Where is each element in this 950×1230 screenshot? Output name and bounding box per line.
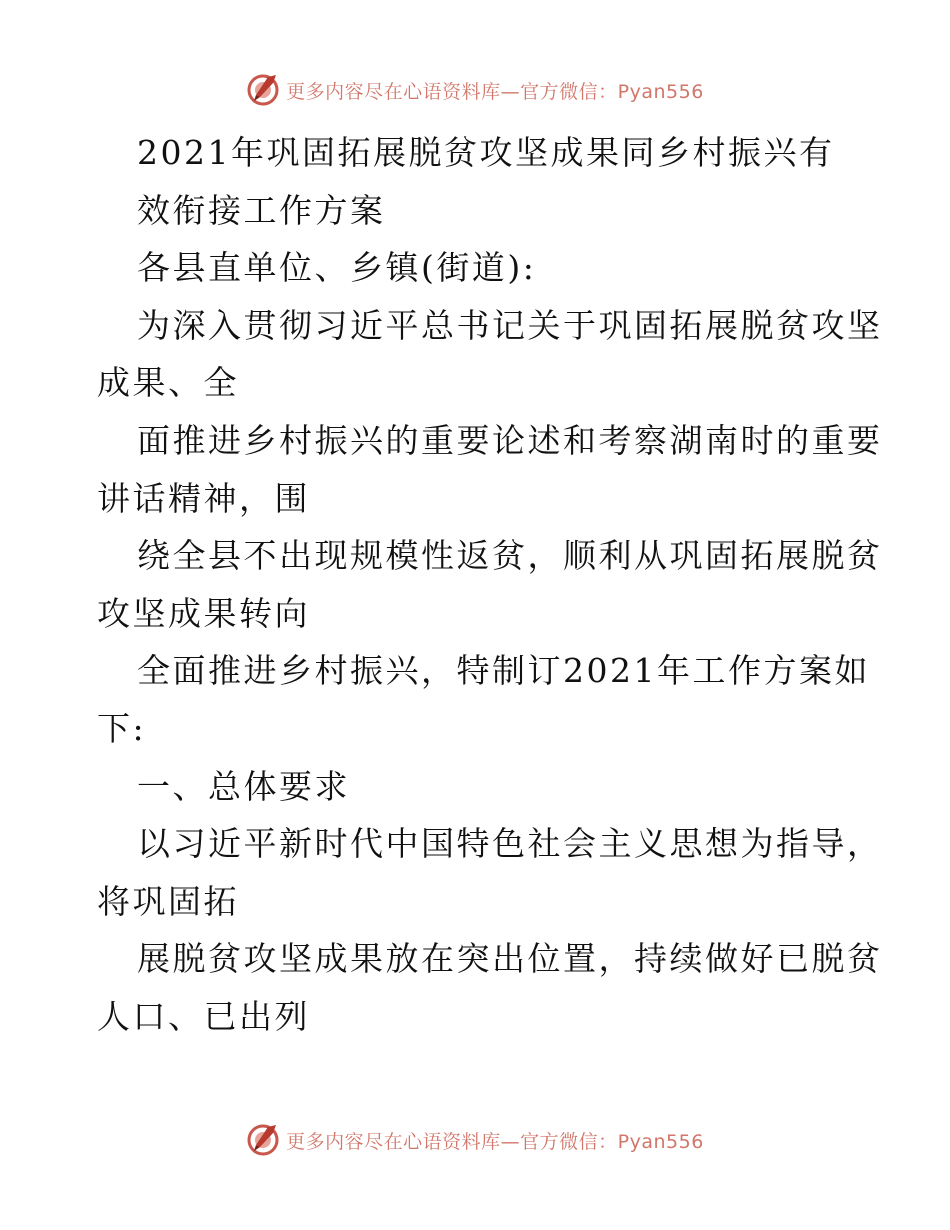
doc-paragraph-line: 人口、已出列 (97, 996, 310, 1036)
document-body (97, 124, 883, 1046)
watermark-header (0, 70, 950, 110)
doc-title-line-1: 2021年巩固拓展脱贫攻坚成果同乡村振兴有 (137, 133, 835, 172)
doc-paragraph-line: 攻坚成果转向 (97, 593, 310, 633)
doc-paragraph-line: 以习近平新时代中国特色社会主义思想为指导， (137, 824, 883, 864)
pen-nib-logo-icon (246, 1123, 280, 1157)
doc-paragraph-line: 展脱贫攻坚成果放在突出位置，持续做好已脱贫 (137, 939, 883, 979)
doc-paragraph-line: 将巩固拓 (97, 881, 239, 921)
watermark-footer (0, 1120, 950, 1160)
doc-salutation: 各县直单位、乡镇(街道): (137, 248, 537, 288)
doc-paragraph-line: 面推进乡村振兴的重要论述和考察湖南时的重要 (137, 420, 883, 460)
doc-paragraph-line: 讲话精神，围 (97, 478, 310, 518)
doc-paragraph-line: 成果、全 (97, 363, 239, 403)
doc-paragraph-line: 全面推进乡村振兴，特制订2021年工作方案如 (137, 651, 870, 691)
doc-title-line-2: 效衔接工作方案 (137, 190, 386, 230)
watermark-text: 更多内容尽在心语资料库—官方微信：Pyan556 (286, 80, 704, 103)
doc-paragraph-line: 下: (97, 708, 147, 748)
doc-paragraph-line: 为深入贯彻习近平总书记关于巩固拓展脱贫攻坚 (137, 305, 883, 345)
doc-paragraph-line: 绕全县不出现规模性返贫，顺利从巩固拓展脱贫 (137, 536, 883, 576)
pen-nib-logo-icon (246, 73, 280, 107)
section-heading: 一、总体要求 (137, 766, 350, 806)
watermark-text: 更多内容尽在心语资料库—官方微信：Pyan556 (286, 1130, 704, 1153)
